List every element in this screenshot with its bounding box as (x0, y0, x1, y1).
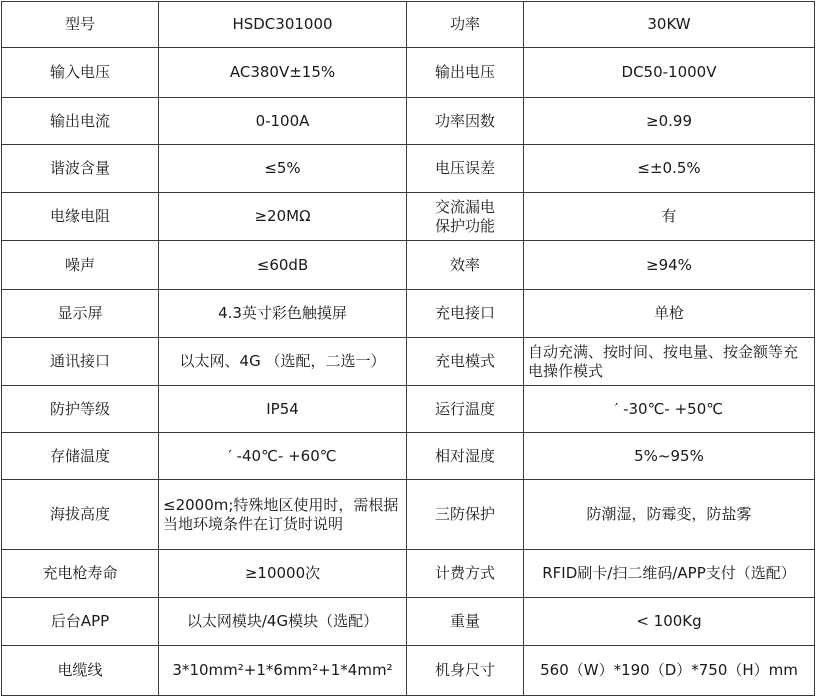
spec-value: 自动充满、按时间、按电量、按金额等充电操作模式 (524, 338, 815, 386)
spec-label: 运行温度 (407, 386, 524, 433)
spec-value: AC380V±15% (159, 48, 407, 98)
spec-value: ′ -40℃- +60℃ (159, 433, 407, 480)
spec-label: 型号 (2, 2, 159, 48)
spec-value: 30KW (524, 2, 815, 48)
spec-label: 机身尺寸 (407, 646, 524, 696)
spec-value: 3*10mm²+1*6mm²+1*4mm² (159, 646, 407, 696)
spec-label: 后台APP (2, 598, 159, 646)
spec-value: 560（W）*190（D）*750（H）mm (524, 646, 815, 696)
spec-label: 充电接口 (407, 290, 524, 338)
table-row (2, 145, 815, 193)
spec-value: IP54 (159, 386, 407, 433)
spec-label: 输出电流 (2, 98, 159, 145)
spec-value: 5%~95% (524, 433, 815, 480)
spec-label: 显示屏 (2, 290, 159, 338)
table-row (2, 241, 815, 290)
spec-label: 输入电压 (2, 48, 159, 98)
spec-label: 交流漏电 保护功能 (407, 193, 524, 241)
spec-label: 功率因数 (407, 98, 524, 145)
spec-value: ≤60dB (159, 241, 407, 290)
table-row (2, 290, 815, 338)
spec-value: ≥0.99 (524, 98, 815, 145)
spec-value: 以太网模块/4G模块（选配） (159, 598, 407, 646)
spec-label: 三防保护 (407, 480, 524, 550)
table-row (2, 433, 815, 480)
spec-value: ≤±0.5% (524, 145, 815, 193)
spec-value: ≥94% (524, 241, 815, 290)
spec-value: ≤5% (159, 145, 407, 193)
spec-label: 海拔高度 (2, 480, 159, 550)
spec-value: ′ -30℃- +50℃ (524, 386, 815, 433)
spec-label: 计费方式 (407, 550, 524, 598)
spec-value: ≥20MΩ (159, 193, 407, 241)
spec-value: HSDC301000 (159, 2, 407, 48)
spec-value: 0-100A (159, 98, 407, 145)
spec-label: 防护等级 (2, 386, 159, 433)
spec-value: 4.3英寸彩色触摸屏 (159, 290, 407, 338)
table-row (2, 338, 815, 386)
spec-label: 充电枪寿命 (2, 550, 159, 598)
spec-label: 相对湿度 (407, 433, 524, 480)
spec-value: ≥10000次 (159, 550, 407, 598)
table-row (2, 598, 815, 646)
spec-value: < 100Kg (524, 598, 815, 646)
spec-table (1, 1, 815, 696)
spec-value: ≤2000m;特殊地区使用时，需根据当地环境条件在订货时说明 (159, 480, 407, 550)
spec-label: 电缆线 (2, 646, 159, 696)
table-row (2, 480, 815, 550)
table-row (2, 193, 815, 241)
table-row (2, 386, 815, 433)
table-row (2, 646, 815, 696)
spec-label: 存储温度 (2, 433, 159, 480)
spec-label: 充电模式 (407, 338, 524, 386)
spec-label: 效率 (407, 241, 524, 290)
spec-value: 有 (524, 193, 815, 241)
spec-label: 输出电压 (407, 48, 524, 98)
spec-value: DC50-1000V (524, 48, 815, 98)
spec-label: 噪声 (2, 241, 159, 290)
table-row (2, 48, 815, 98)
table-row (2, 550, 815, 598)
spec-value: 单枪 (524, 290, 815, 338)
spec-label: 通讯接口 (2, 338, 159, 386)
table-row (2, 2, 815, 48)
spec-value: 以太网、4G （选配，二选一） (159, 338, 407, 386)
spec-label: 重量 (407, 598, 524, 646)
spec-value: 防潮湿，防霉变，防盐雾 (524, 480, 815, 550)
spec-label: 功率 (407, 2, 524, 48)
spec-label: 电压误差 (407, 145, 524, 193)
table-row (2, 98, 815, 145)
spec-value: RFID刷卡/扫二维码/APP支付（选配） (524, 550, 815, 598)
spec-label: 电缘电阻 (2, 193, 159, 241)
spec-label: 谐波含量 (2, 145, 159, 193)
